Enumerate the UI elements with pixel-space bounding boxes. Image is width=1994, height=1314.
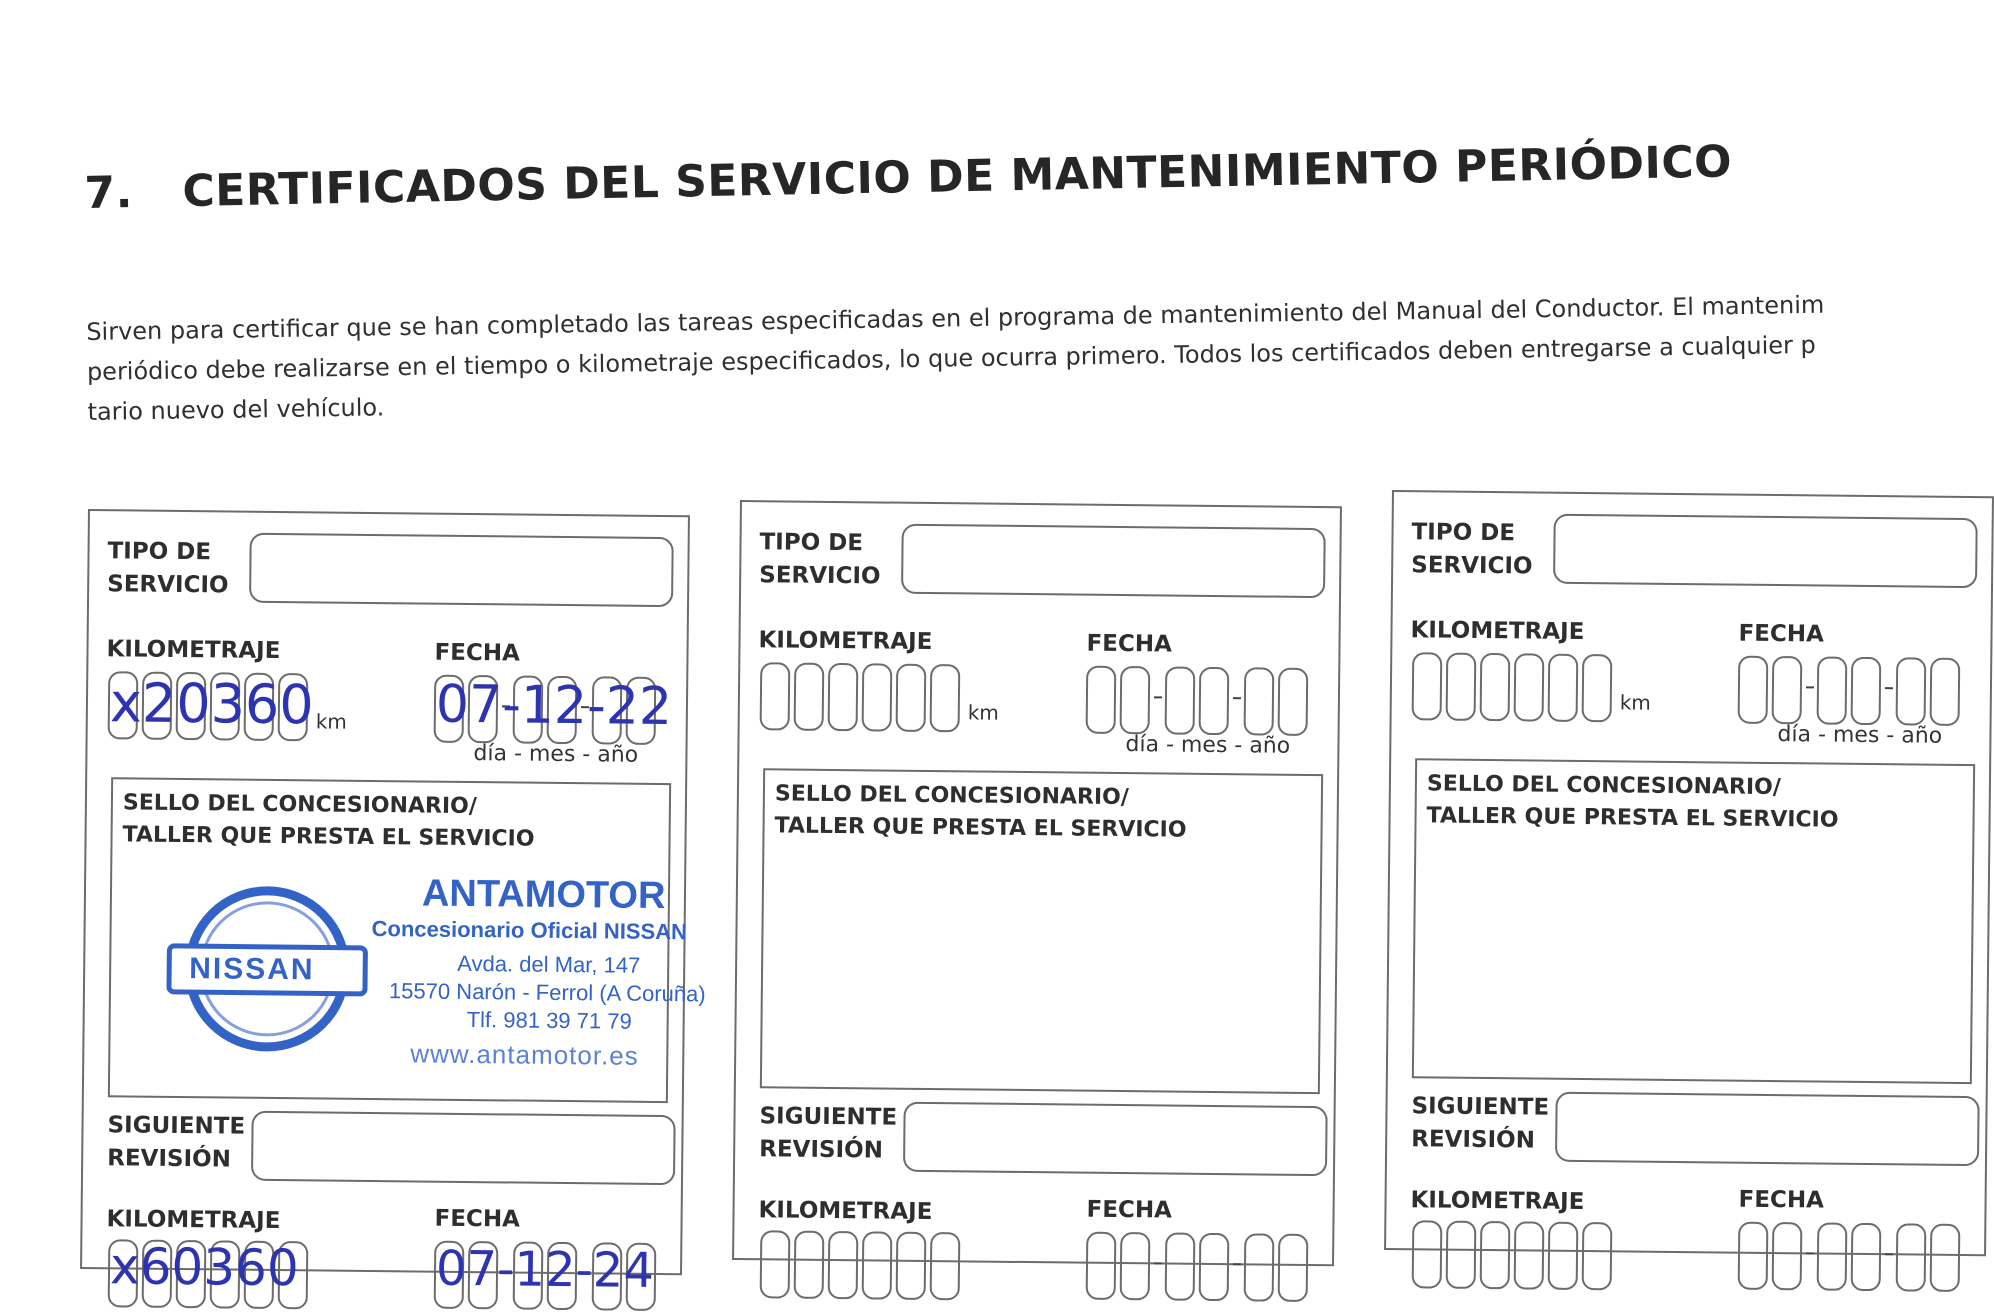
digit-box[interactable] [794, 1231, 825, 1299]
next-km-digit-boxes[interactable] [760, 1230, 965, 1300]
digit-box[interactable] [1244, 1233, 1275, 1301]
fecha-label: FECHA [1738, 620, 1825, 648]
digit-box[interactable] [1244, 667, 1275, 735]
digit-box[interactable] [1772, 656, 1803, 724]
next-kilometraje-label: KILOMETRAJE [758, 1197, 933, 1226]
stamp-line-5: www.antamotor.es [410, 1038, 639, 1071]
next-fecha-label: FECHA [1086, 1196, 1173, 1224]
digit-box[interactable] [1480, 1221, 1511, 1289]
next-kilometraje-label: KILOMETRAJE [1410, 1187, 1585, 1216]
siguiente-revision-field[interactable] [251, 1111, 676, 1185]
digit-box[interactable] [1412, 1220, 1443, 1288]
digit-box[interactable] [1086, 1232, 1117, 1300]
km-unit: km [315, 709, 347, 734]
digit-box[interactable] [1480, 653, 1511, 721]
intro-line-2: periódico debe realizarse en el tiempo o kilometraje especificados, lo que ocurra primero. Todos los certificados deben entregarse a cualquier p [86, 330, 1816, 386]
stamp-box [760, 768, 1323, 1094]
label-tipo-de: TIPO DE [759, 529, 864, 557]
next-fecha-digit-boxes[interactable] [1738, 1222, 1965, 1292]
label-revision: REVISIÓN [1411, 1126, 1536, 1154]
digit-box[interactable] [1514, 1221, 1545, 1289]
fecha-digit-boxes[interactable] [1738, 656, 1965, 726]
digit-box[interactable] [1582, 1222, 1613, 1290]
digit-box[interactable] [1930, 1224, 1961, 1292]
fecha-label: FECHA [1086, 630, 1173, 658]
digit-box[interactable] [1165, 1232, 1196, 1300]
fecha-format-hint: día - mes - año [1125, 732, 1291, 759]
fecha-format-hint: día - mes - año [473, 741, 639, 768]
digit-box[interactable] [896, 1232, 927, 1300]
next-fecha-handwritten: 07-12-24 [435, 1240, 655, 1299]
section-title-text: CERTIFICADOS DEL SERVICIO DE MANTENIMIENTO PERIÓDICO [181, 136, 1733, 218]
siguiente-revision-label [107, 1109, 245, 1176]
label-revision: REVISIÓN [759, 1136, 884, 1164]
label-siguiente: SIGUIENTE [107, 1112, 246, 1140]
stamp-box [1412, 758, 1975, 1084]
stamp-brand: NISSAN [189, 952, 315, 987]
section-number: 7. [84, 167, 134, 219]
tipo-servicio-label [107, 535, 229, 602]
digit-box[interactable] [1446, 1221, 1477, 1289]
tipo-servicio-field[interactable] [249, 533, 674, 607]
digit-box[interactable] [1412, 652, 1443, 720]
tipo-servicio-field[interactable] [901, 524, 1326, 598]
digit-box[interactable] [1817, 656, 1848, 724]
digit-box[interactable] [862, 1231, 893, 1299]
digit-box[interactable] [1514, 653, 1545, 721]
digit-box[interactable] [760, 662, 791, 730]
next-km-handwritten: x60360 [109, 1237, 300, 1298]
tipo-servicio-field[interactable] [1553, 514, 1978, 588]
digit-box[interactable] [1199, 1233, 1230, 1301]
km-digit-boxes[interactable] [760, 662, 965, 732]
digit-box[interactable] [794, 663, 825, 731]
stamp-box-label [122, 787, 535, 855]
digit-box[interactable] [1582, 654, 1613, 722]
stamp-box-label [1426, 768, 1839, 836]
certificate-card-2 [732, 500, 1342, 1266]
section-title [84, 136, 1733, 219]
digit-box[interactable] [930, 664, 961, 732]
next-kilometraje-label: KILOMETRAJE [106, 1206, 281, 1235]
next-fecha-digit-boxes[interactable] [1086, 1232, 1313, 1302]
stamp-line-1: Concesionario Oficial NISSAN [371, 915, 688, 945]
digit-box[interactable] [862, 663, 893, 731]
siguiente-revision-label [759, 1100, 897, 1167]
digit-box[interactable] [828, 1231, 859, 1299]
label-siguiente: SIGUIENTE [1411, 1093, 1550, 1121]
digit-box[interactable] [760, 1230, 791, 1298]
digit-box[interactable] [1446, 653, 1477, 721]
digit-box[interactable] [1738, 1222, 1769, 1290]
kilometraje-label: KILOMETRAJE [758, 627, 933, 656]
digit-box[interactable] [1199, 667, 1230, 735]
label-tipo-de: TIPO DE [107, 538, 212, 566]
km-unit: km [1619, 690, 1651, 715]
certificate-card-1 [80, 509, 706, 1299]
label-sello-1: SELLO DEL CONCESIONARIO/ [774, 781, 1129, 811]
digit-box[interactable] [1278, 668, 1309, 736]
digit-box[interactable] [1817, 1222, 1848, 1290]
label-sello-1: SELLO DEL CONCESIONARIO/ [1426, 771, 1781, 801]
next-km-digit-boxes[interactable] [1412, 1220, 1617, 1290]
kilometraje-label: KILOMETRAJE [106, 636, 281, 665]
digit-box[interactable] [1896, 1223, 1927, 1291]
digit-box[interactable] [1851, 657, 1882, 725]
digit-box[interactable] [1086, 666, 1117, 734]
stamp-box-label [774, 778, 1187, 846]
intro-line-3: tario nuevo del vehículo. [87, 393, 385, 426]
digit-box[interactable] [1165, 666, 1196, 734]
digit-box[interactable] [1851, 1223, 1882, 1291]
digit-box[interactable] [1120, 666, 1151, 734]
digit-box[interactable] [896, 664, 927, 732]
fecha-digit-boxes[interactable] [1086, 666, 1313, 736]
label-sello-2: TALLER QUE PRESTA EL SERVICIO [774, 813, 1187, 843]
tipo-servicio-label [759, 526, 881, 593]
stamp-box [108, 777, 706, 1103]
label-sello-2: TALLER QUE PRESTA EL SERVICIO [122, 822, 535, 852]
km-handwritten: x20360 [109, 671, 315, 737]
label-servicio: SERVICIO [759, 562, 881, 590]
digit-box[interactable] [1930, 658, 1961, 726]
label-servicio: SERVICIO [107, 571, 229, 599]
label-servicio: SERVICIO [1411, 552, 1533, 580]
kilometraje-label: KILOMETRAJE [1410, 617, 1585, 646]
stamp-line-4: Tlf. 981 39 71 79 [466, 1006, 632, 1034]
km-digit-boxes[interactable] [1412, 652, 1617, 722]
digit-box[interactable] [1896, 657, 1927, 725]
siguiente-revision-field[interactable] [903, 1102, 1328, 1176]
stamp-line-2: Avda. del Mar, 147 [457, 950, 641, 978]
stamp-dealer: ANTAMOTOR [421, 872, 666, 918]
km-unit: km [967, 700, 999, 725]
intro-paragraph [86, 283, 1948, 432]
label-siguiente: SIGUIENTE [759, 1103, 898, 1131]
digit-box[interactable] [1772, 1222, 1803, 1290]
label-sello-1: SELLO DEL CONCESIONARIO/ [122, 790, 477, 820]
tipo-servicio-label [1411, 516, 1533, 583]
next-fecha-label: FECHA [434, 1205, 521, 1233]
intro-line-1: Sirven para certificar que se han completado las tareas especificadas en el programa de mantenimiento del Manual del Conductor. El mantenim [86, 290, 1825, 346]
label-revision: REVISIÓN [107, 1145, 232, 1173]
dealer-stamp [166, 872, 768, 1094]
fecha-label: FECHA [434, 639, 521, 667]
label-sello-2: TALLER QUE PRESTA EL SERVICIO [1426, 803, 1839, 833]
stamp-line-3: 15570 Narón - Ferrol (A Coruña) [388, 978, 706, 1007]
digit-box[interactable] [1120, 1232, 1151, 1300]
certificate-card-3 [1384, 490, 1994, 1256]
fecha-handwritten: 07-12-22 [435, 674, 673, 738]
digit-box[interactable] [1738, 656, 1769, 724]
digit-box[interactable] [1548, 654, 1579, 722]
digit-box[interactable] [930, 1232, 961, 1300]
next-fecha-label: FECHA [1738, 1186, 1825, 1214]
digit-box[interactable] [828, 663, 859, 731]
siguiente-revision-field[interactable] [1555, 1092, 1980, 1166]
digit-box[interactable] [1278, 1234, 1309, 1302]
label-tipo-de: TIPO DE [1411, 519, 1516, 547]
digit-box[interactable] [1548, 1222, 1579, 1290]
siguiente-revision-label [1411, 1090, 1549, 1157]
fecha-format-hint: día - mes - año [1777, 722, 1943, 749]
